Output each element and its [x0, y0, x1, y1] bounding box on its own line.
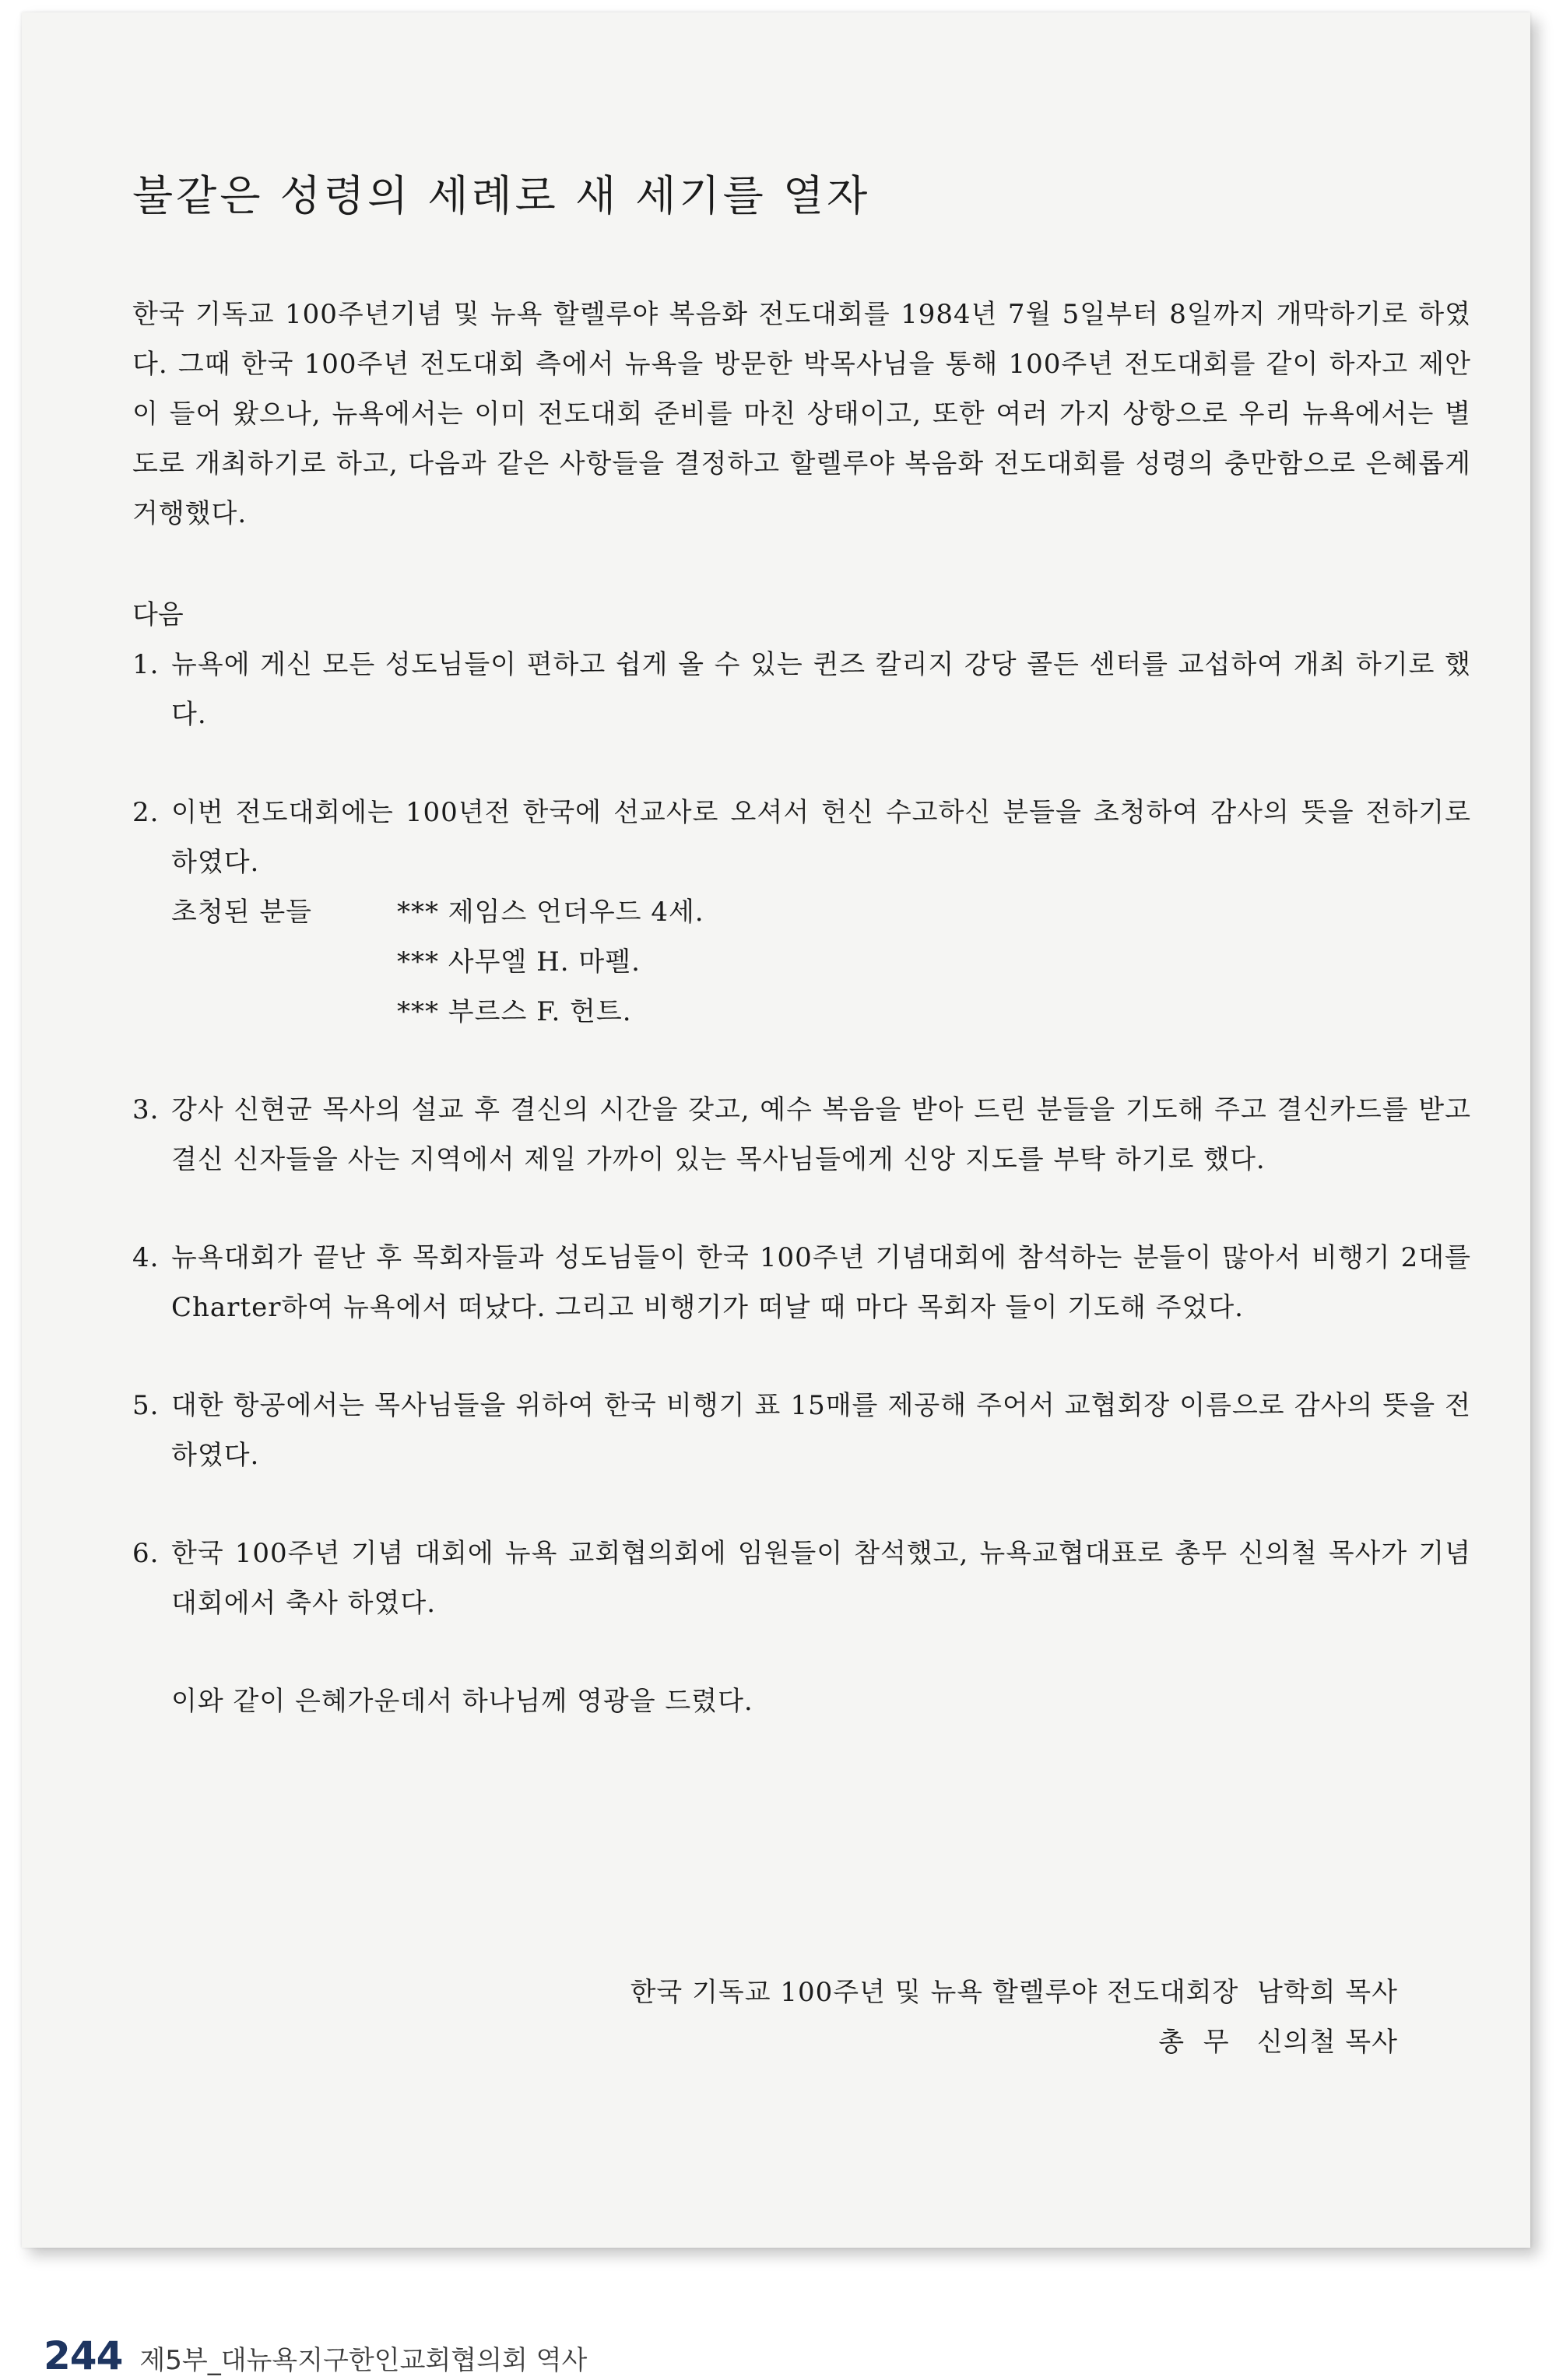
closing-sentence: 이와 같이 은혜가운데서 하나님께 영광을 드렸다. [171, 1686, 753, 1717]
document-title: 불같은 성령의 세례로 새 세기를 열자 [132, 171, 871, 220]
list-item [132, 1529, 1471, 1628]
invitee-name: *** 사무엘 H. 마펠. [397, 946, 641, 978]
list-item-text: 한국 100주년 기념 대회에 뉴욕 교회협의회에 임원들이 참석했고, 뉴욕교협대표로 총무 신의철 목사가 기념 대회에서 축사 하였다. [171, 1538, 1471, 1619]
list-item [132, 788, 1471, 887]
next-label: 다음 [132, 599, 184, 630]
list-item-number: 3. [132, 1094, 160, 1125]
page-footer [44, 2333, 587, 2377]
running-head: 제5부_대뉴욕지구한인교회협의회 역사 [139, 2345, 588, 2376]
list-item-text: 대한 항공에서는 목사님들을 위하여 한국 비행기 표 15매를 제공해 주어서 교협회장 이름으로 감사의 뜻을 전 하였다. [171, 1390, 1471, 1471]
page-number: 244 [44, 2333, 123, 2378]
list-item [132, 640, 1471, 739]
list-item-text: 강사 신현균 목사의 설교 후 결신의 시간을 갖고, 예수 복음을 받아 드린 분들을 기도해 주고 결신카드를 받고 결신 신자들을 사는 지역에서 제일 가까이 있는 목사님들에게 신앙 지도를 부탁 하기로 했다. [171, 1094, 1471, 1175]
invitee-name: *** 제임스 언더우드 4세. [397, 897, 704, 928]
signature-chair: 한국 기독교 100주년 및 뉴욕 할렐루야 전도대회장 남학희 목사 [630, 1977, 1398, 2008]
list-item [132, 1381, 1471, 1480]
document-body [132, 168, 1471, 1726]
intro-paragraph: 한국 기독교 100주년기념 및 뉴욕 할렐루야 복음화 전도대회를 1984년 7월 5일부터 8일까지 개막하기로 하였다. 그때 한국 100주년 전도대회 측에서 뉴욕을 방문한 박목사님을 통해 100주년 전도대회를 같이 하자고 제안이 들어 왔으나, 뉴욕에서는 이미 전도대회 준비를 마친 상태이고, 또한 여러 가지 상항으로 우리 뉴욕에서는 별도로 개최하기로 하고, 다음과 같은 사항들을 결정하고 할렐루야 복음화 전도대회를 성령의 충만함으로 은혜롭게 거행했다. [132, 299, 1471, 529]
list-item [132, 1085, 1471, 1185]
signature-secretary: 총 무 신의철 목사 [1158, 2027, 1398, 2058]
list-item-number: 2. [132, 797, 160, 828]
list-item [132, 1233, 1471, 1332]
invitee-list [171, 887, 1471, 1037]
signature-block [630, 1968, 1398, 2067]
list-item-number: 1. [132, 649, 160, 680]
list-item-number: 5. [132, 1390, 160, 1421]
list-item-text: 뉴욕에 게신 모든 성도님들이 편하고 쉽게 올 수 있는 퀸즈 칼리지 강당 콜든 센터를 교섭하여 개최 하기로 했다. [171, 649, 1471, 730]
list-item-text: 이번 전도대회에는 100년전 한국에 선교사로 오셔서 헌신 수고하신 분들을 초청하여 감사의 뜻을 전하기로 하였다. [171, 797, 1471, 878]
invitee-name: *** 부르스 F. 헌트. [397, 996, 632, 1027]
list-item-text: 뉴욕대회가 끝난 후 목회자들과 성도님들이 한국 100주년 기념대회에 참석하는 분들이 많아서 비행기 2대를 Charter하여 뉴욕에서 떠났다. 그리고 비행기가 떠날 때 마다 목회자 들이 기도해 주었다. [171, 1242, 1471, 1323]
invitee-label: 초청된 분들 [171, 897, 313, 928]
document-page [22, 12, 1530, 2248]
invitee-names [397, 887, 704, 1037]
list-item-number: 6. [132, 1538, 160, 1569]
list-item-number: 4. [132, 1242, 160, 1273]
